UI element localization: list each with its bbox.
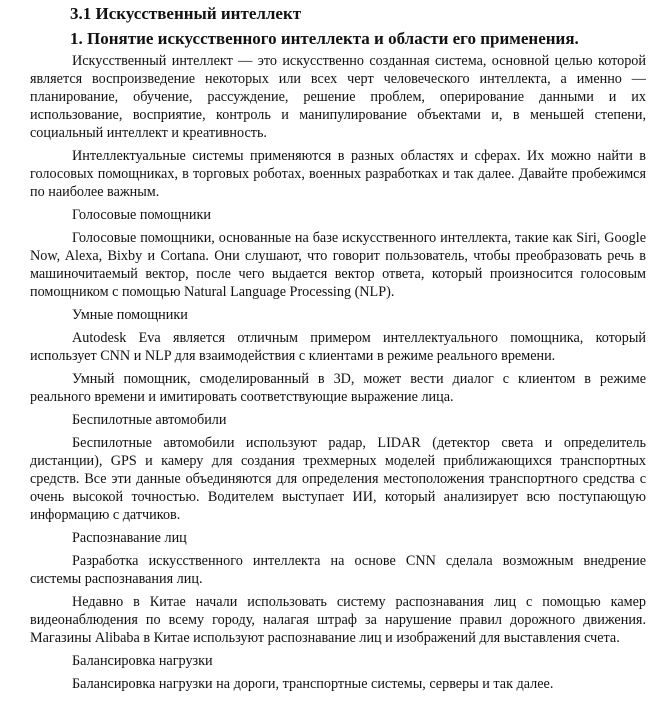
paragraph: Беспилотные автомобили используют радар, LIDAR (детектор света и определитель дистанции), GPS и камеру для создания трехмерных моделей приближающихся транспортных средств. Все эти данные объединяются для определения местоположения транспортного средства с очень высокой точностью. Водителем выступает ИИ, который анализирует всю поступающую информацию с датчиков. [30, 435, 646, 523]
heading-face-recognition: Распознавание лиц [72, 530, 187, 546]
paragraph: Умный помощник, смоделированный в 3D, может вести диалог с клиентом в режиме реального времени и имитировать соответствующие выражение лица. [30, 371, 646, 405]
intro-paragraph: Искусственный интеллект — это искусственно созданная система, основной целью которой является воспроизведение некоторых или всех черт человеческого интеллекта, а именно — планирование, обучение, рассуждение, решение проблем, оперирование данными и их использование, восприятие, контроль и манипулирование объектами и, в меньшей степени, социальный интеллект и креативность. [30, 53, 646, 141]
intro-paragraph: Интеллектуальные системы применяются в разных областях и сферах. Их можно найти в голосовых помощниках, в торговых роботах, военных разработках и так далее. Давайте пробежимся по наиболее важным. [30, 148, 646, 200]
subsection-title: 1. Понятие искусственного интеллекта и области его применения. [70, 29, 579, 48]
heading-load-balancing: Балансировка нагрузки [72, 653, 213, 669]
paragraph: Autodesk Eva является отличным примером интеллектуального помощника, который использует CNN и NLP для взаимодействия с клиентами в режиме реального времени. [30, 330, 646, 364]
paragraph: Балансировка нагрузки на дороги, транспортные системы, серверы и так далее. [72, 676, 554, 692]
paragraph: Недавно в Китае начали использовать систему распознавания лиц с помощью камер видеонаблюдения по всему городу, налагая штраф за нарушение правил дорожного движения. Магазины Alibaba в Китае используют распознавание лиц и изображений для выставления счета. [30, 594, 646, 646]
heading-self-driving-cars: Беспилотные автомобили [72, 412, 227, 428]
paragraph: Голосовые помощники, основанные на базе искусственного интеллекта, такие как Siri, Google Now, Alexa, Bixby и Cortana. Они слушают, что говорит пользователь, чтобы преобразовать речь в машиночитаемый вектор, после чего выдается вектор ответа, который произносится голосовым помощником с помощью Natural Language Processing (NLP). [30, 230, 646, 300]
paragraph: Разработка искусственного интеллекта на основе CNN сделала возможным внедрение системы распознавания лиц. [30, 553, 646, 587]
heading-voice-assistants: Голосовые помощники [72, 207, 211, 223]
heading-smart-assistants: Умные помощники [72, 307, 188, 323]
section-title: 3.1 Искусственный интеллект [70, 4, 302, 23]
